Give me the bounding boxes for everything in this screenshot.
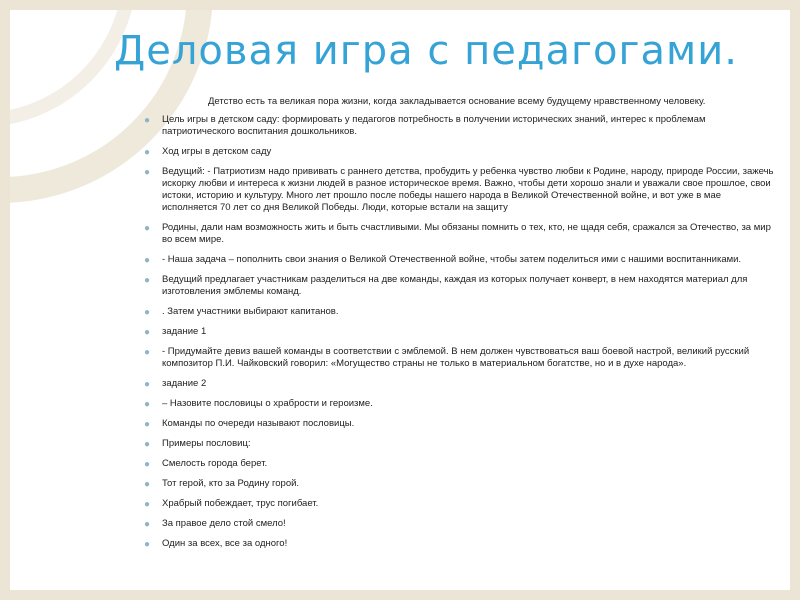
decorative-arc-inner [10,10,130,120]
slide-title: Деловая игра с педагогами. [114,28,738,74]
list-item [144,398,774,410]
list-item [144,378,774,390]
list-item-text: Ведущий: - Патриотизм надо прививать с раннего детства, пробудить у ребенка чувство любви к Родине, народу, природе России, зажечь искорку любви и интереса к жизни людей в разное историческое время. Важно, чтобы дети хорошо знали и уважали свое прошлое, свои истоки, историю и культуру. Много лет прошло после победы нашего народа в Великой Отечественной войне, и вот уже в мае исполняется 70 лет со дня Великой Победы. Люди, которые встали на защиту [162,166,774,213]
list-item-text: Примеры пословиц: [162,438,251,449]
list-item [144,146,774,158]
bullet-icon: ● [144,379,151,390]
list-item-text: задание 1 [162,326,207,337]
list-item [144,114,774,138]
list-item [144,438,774,450]
bullet-icon: ● [144,479,151,490]
list-item [144,498,774,510]
list-item-text: Один за всех, все за одного! [162,538,288,549]
bullet-icon: ● [144,167,151,178]
bullet-icon: ● [144,419,151,430]
list-item [144,346,774,370]
list-item [144,458,774,470]
bullet-icon: ● [144,519,151,530]
list-item [144,326,774,338]
list-item [144,306,774,318]
list-item-text: . Затем участники выбирают капитанов. [162,306,339,317]
list-item [144,418,774,430]
list-item [144,222,774,246]
list-item-text: Цель игры в детском саду: формировать у педагогов потребность в получении исторических знаний, интерес к проблемам патриотического воспитания дошкольников. [162,114,706,137]
list-item [144,478,774,490]
bullet-icon: ● [144,539,151,550]
bullet-icon: ● [144,275,151,286]
list-item-text: – Назовите пословицы о храбрости и героизме. [162,398,373,409]
bullet-list [144,114,774,558]
list-item-text: Команды по очереди называют пословицы. [162,418,355,429]
intro-quote: Детство есть та великая пора жизни, когда закладывается основание всему будущему нравственному человеку. [208,96,706,107]
bullet-icon: ● [144,347,151,358]
bullet-icon: ● [144,399,151,410]
bullet-icon: ● [144,223,151,234]
list-item-text: Родины, дали нам возможность жить и быть счастливыми. Мы обязаны помнить о тех, кто, не щадя себя, сражался за Отечество, за мир во всем мире. [162,222,771,245]
list-item [144,254,774,266]
list-item-text: Храбрый побеждает, трус погибает. [162,498,319,509]
bullet-icon: ● [144,255,151,266]
bullet-icon: ● [144,307,151,318]
list-item [144,274,774,298]
list-item-text: - Придумайте девиз вашей команды в соответствии с эмблемой. В нем должен чувствоваться ваш боевой настрой, великий русский композитор П.И. Чайковский говорил: «Могущество страны не только в материальном богатстве, но и в духе народа». [162,346,750,369]
list-item [144,166,774,214]
list-item-text: Тот герой, кто за Родину горой. [162,478,300,489]
list-item [144,518,774,530]
list-item-text: - Наша задача – пополнить свои знания о Великой Отечественной войне, чтобы затем поделиться ими с нашими воспитанниками. [162,254,742,265]
list-item [144,538,774,550]
list-item-text: Ход игры в детском саду [162,146,272,157]
bullet-icon: ● [144,499,151,510]
list-item-text: За правое дело стой смело! [162,518,286,529]
list-item-text: Ведущий предлагает участникам разделиться на две команды, каждая из которых получает конверт, в нем находятся материал для изготовления эмблемы команд. [162,274,748,297]
bullet-icon: ● [144,327,151,338]
bullet-icon: ● [144,115,151,126]
list-item-text: Смелость города берет. [162,458,268,469]
list-item-text: задание 2 [162,378,207,389]
slide [10,10,790,590]
bullet-icon: ● [144,459,151,470]
bullet-icon: ● [144,147,151,158]
bullet-icon: ● [144,439,151,450]
